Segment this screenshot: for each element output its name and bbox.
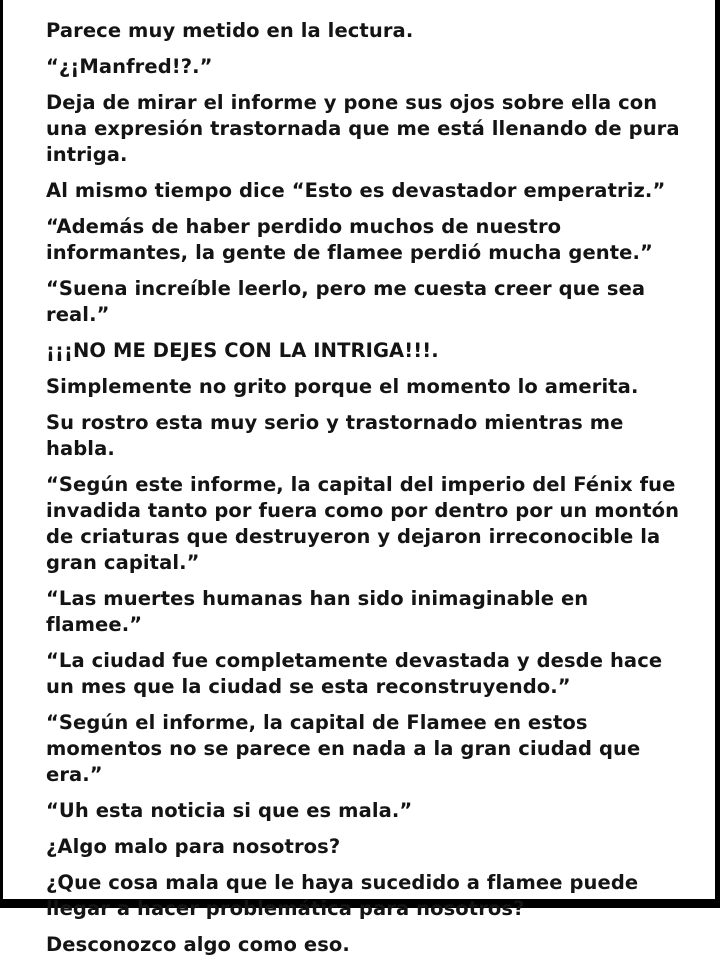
page-border-left — [0, 0, 3, 908]
paragraph: “Las muertes humanas han sido inimaginable en flamee.” — [46, 587, 589, 636]
paragraph: “Según este informe, la capital del imperio del Fénix fue invadida tanto por fuera como por dentro por un montón de criaturas que destruyeron y dejaron irreconocible la gran capital.” — [46, 473, 680, 574]
paragraph: Al mismo tiempo dice “Esto es devastador emperatriz.” — [46, 179, 666, 202]
paragraph: “Según el informe, la capital de Flamee en estos momentos no se parece en nada a la gran ciudad que era.” — [46, 711, 641, 786]
document-body — [46, 18, 686, 968]
paragraph: Su rostro esta muy serio y trastornado mientras me habla. — [46, 411, 624, 460]
paragraph: “Suena increíble leerlo, pero me cuesta creer que sea real.” — [46, 277, 646, 326]
paragraph: Desconozco algo como eso. — [46, 933, 350, 956]
paragraph: Deja de mirar el informe y pone sus ojos sobre ella con una expresión trastornada que me está llenando de pura intriga. — [46, 91, 680, 166]
paragraph: “¿¡Manfred!?.” — [46, 55, 213, 78]
page-border-right — [715, 0, 720, 908]
paragraph: “Uh esta noticia si que es mala.” — [46, 799, 413, 822]
paragraph: Parece muy metido en la lectura. — [46, 19, 414, 42]
paragraph: ¡¡¡NO ME DEJES CON LA INTRIGA!!!. — [46, 339, 439, 362]
paragraph: ¿Que cosa mala que le haya sucedido a flamee puede llegar a hacer problemática para nosotros? — [46, 871, 639, 920]
paragraph: Simplemente no grito porque el momento lo amerita. — [46, 375, 639, 398]
paragraph: “Además de haber perdido muchos de nuestro informantes, la gente de flamee perdió mucha gente.” — [46, 215, 653, 264]
paragraph: “La ciudad fue completamente devastada y desde hace un mes que la ciudad se esta reconstruyendo.” — [46, 649, 663, 698]
paragraph: ¿Algo malo para nosotros? — [46, 835, 341, 858]
